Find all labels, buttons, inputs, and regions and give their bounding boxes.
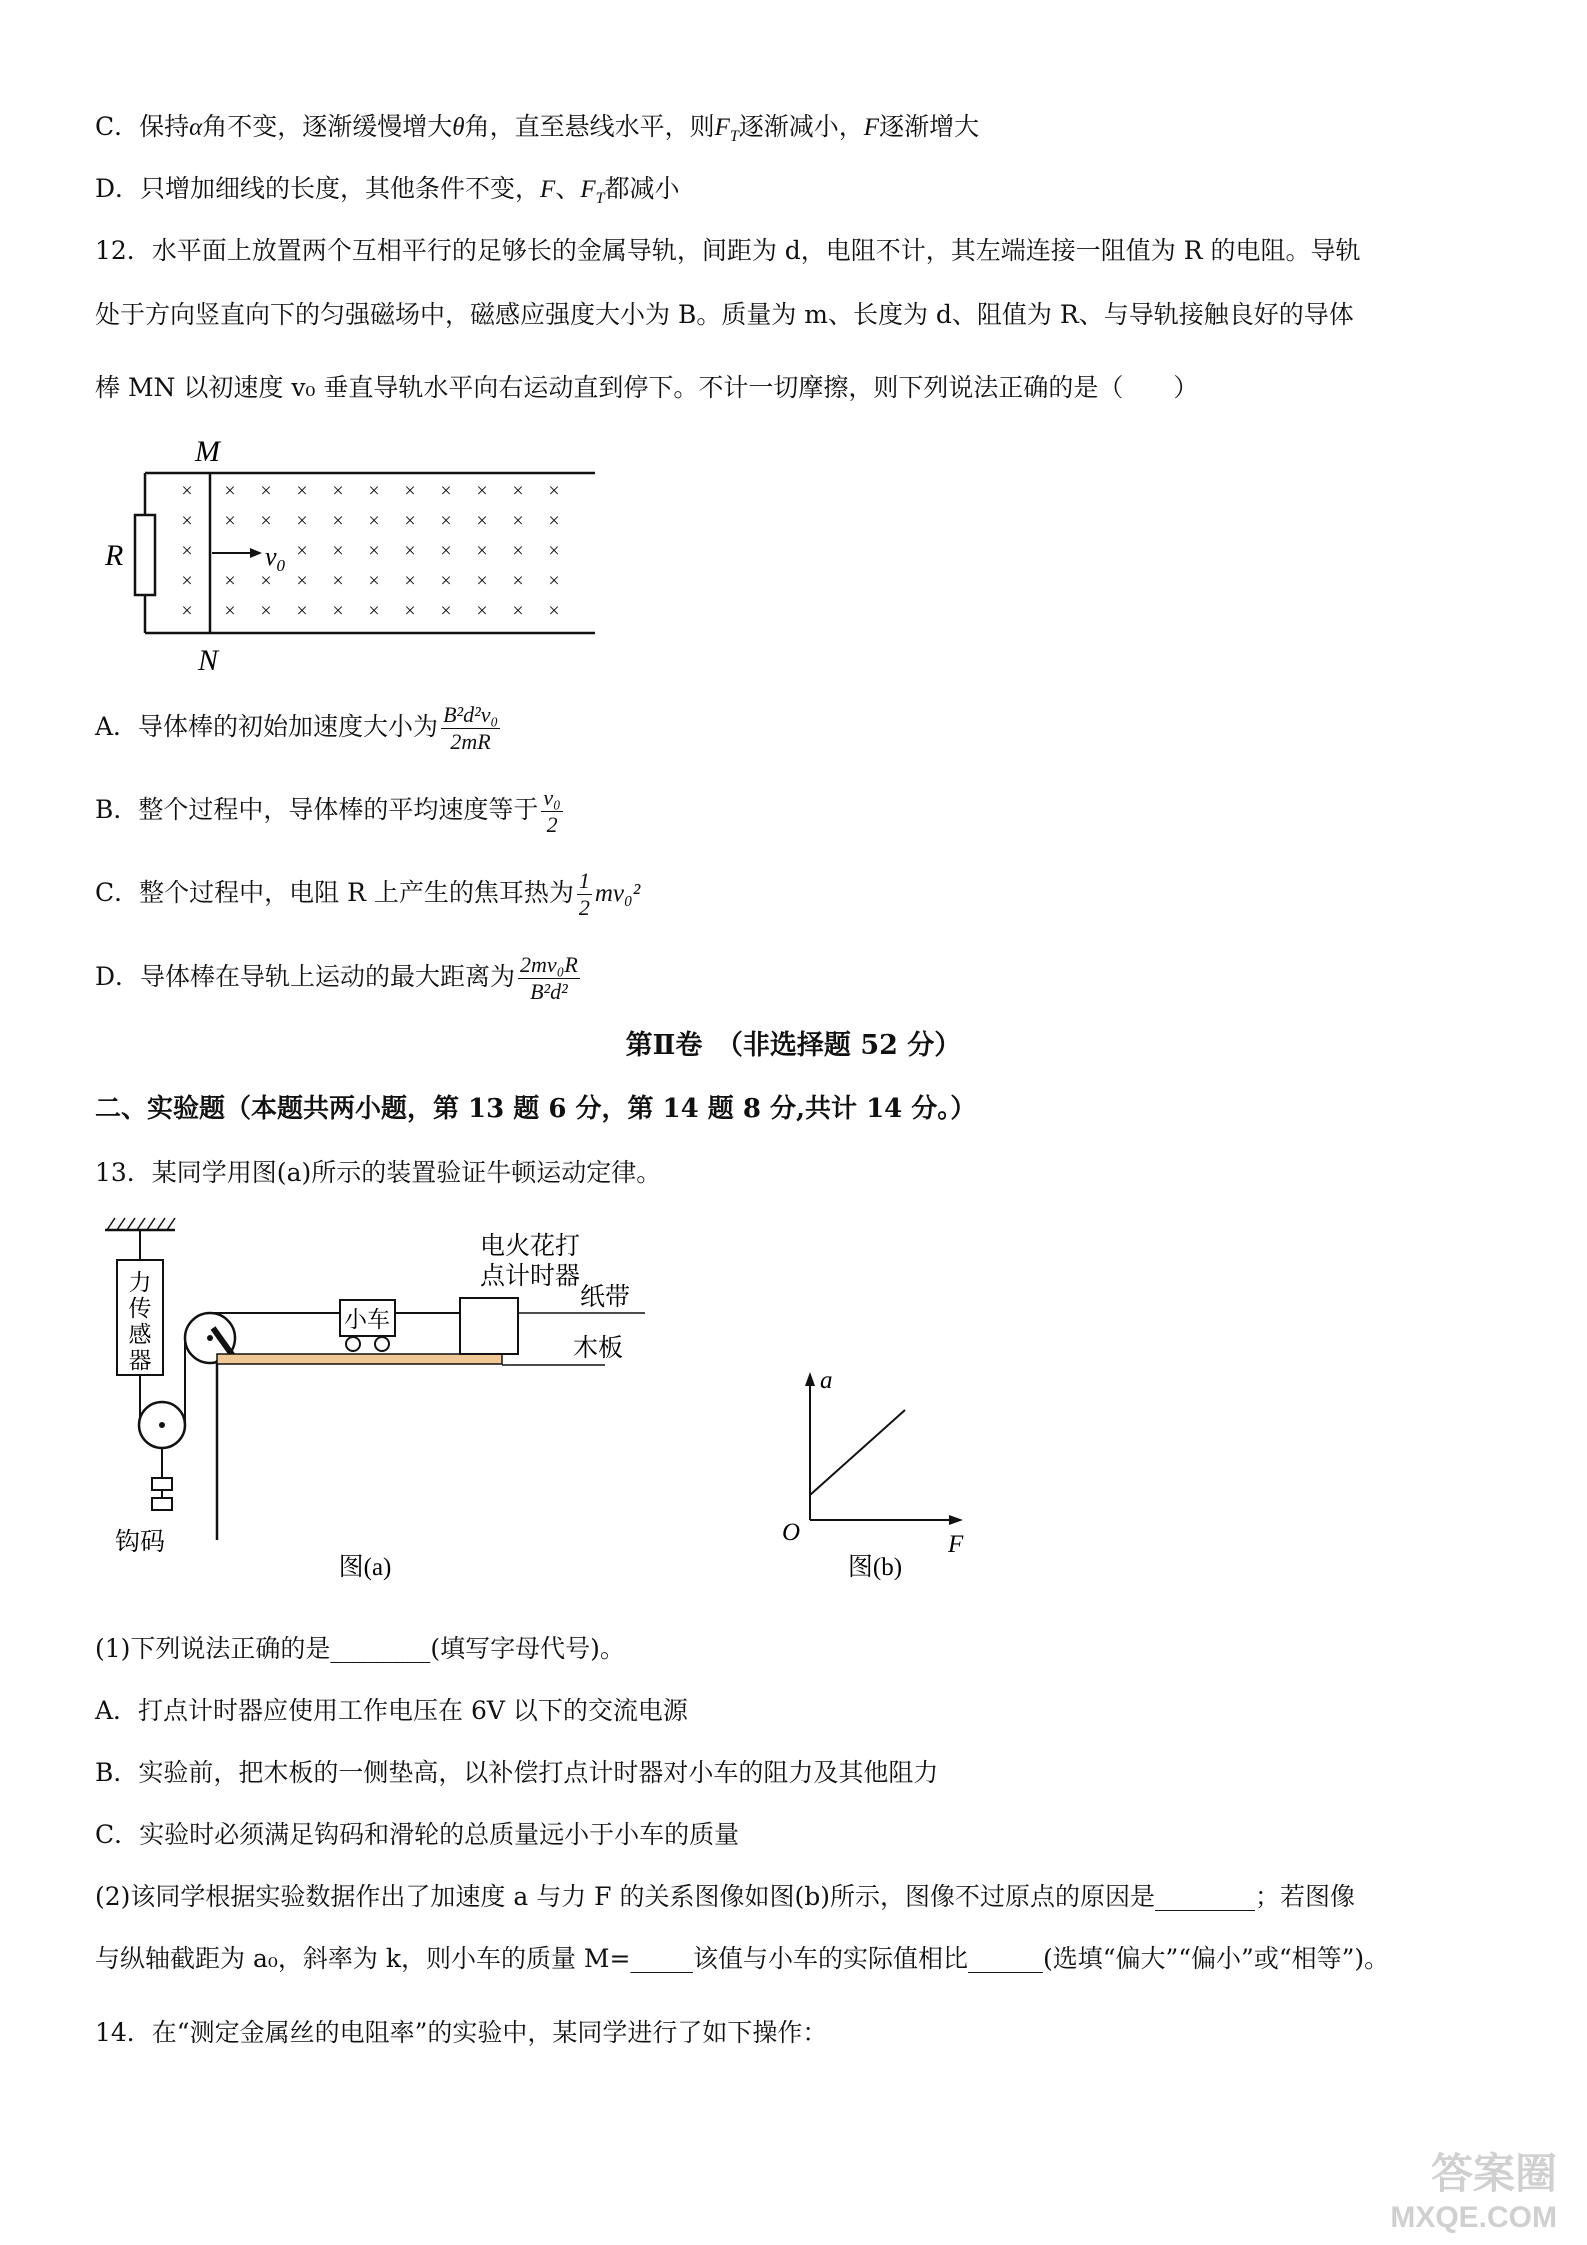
field-cross: × <box>476 510 488 532</box>
field-cross: × <box>512 570 524 592</box>
q13-part1-option-b: B．实验前，把木板的一侧垫高，以补偿打点计时器对小车的阻力及其他阻力 <box>95 1758 939 1787</box>
field-cross: × <box>332 600 344 622</box>
field-cross: × <box>296 480 308 502</box>
q12-stem-line1: 12．水平面上放置两个互相平行的足够长的金属导轨，间距为 d，电阻不计，其左端连接一阻值为 R 的电阻。导轨 <box>95 236 1361 265</box>
label-weights: 钩码 <box>115 1529 166 1556</box>
field-cross: × <box>368 510 380 532</box>
field-cross: × <box>260 510 272 532</box>
field-cross: × <box>181 510 193 532</box>
field-cross: × <box>181 540 193 562</box>
field-cross: × <box>548 540 560 562</box>
figure-b-graph <box>760 1360 1000 1590</box>
field-cross: × <box>260 600 272 622</box>
field-cross: × <box>440 480 452 502</box>
q12-stem-line2: 处于方向竖直向下的匀强磁场中，磁感应强度大小为 B。质量为 m、长度为 d、阻值为 R、与导轨接触良好的导体 <box>95 300 1354 329</box>
field-cross: × <box>224 480 236 502</box>
field-cross: × <box>332 510 344 532</box>
field-cross: × <box>548 570 560 592</box>
field-cross: × <box>368 540 380 562</box>
field-cross: × <box>332 540 344 562</box>
svg-text:器: 器 <box>128 1348 152 1373</box>
field-cross: × <box>404 570 416 592</box>
q13-part1-option-a: A．打点计时器应使用工作电压在 6V 以下的交流电源 <box>95 1696 688 1725</box>
q12-option-d: D．导体棒在导轨上运动的最大距离为 $\frac{\text{2mv₀R}}{\text{B²d²}}$ <box>95 952 578 1004</box>
field-cross: × <box>332 480 344 502</box>
field-cross: × <box>368 600 380 622</box>
field-cross: × <box>332 570 344 592</box>
watermark-logo: 答案圈 <box>1430 2149 1557 2198</box>
q14-stem: 14．在“测定金属丝的电阻率”的实验中，某同学进行了如下操作： <box>95 2018 828 2047</box>
axis-f: F <box>948 1531 964 1558</box>
caption-a: 图(a) <box>338 1554 392 1581</box>
field-cross: × <box>512 480 524 502</box>
field-cross: × <box>476 480 488 502</box>
svg-text:电火花打: 电火花打 <box>480 1233 581 1260</box>
caption-b: 图(b) <box>847 1554 903 1581</box>
weight-2 <box>152 1498 172 1510</box>
q13-part2-line2: 与纵轴截距为 a₀，斜率为 k，则小车的质量 M=_____该值与小车的实际值相比______(选填“偏大”“偏小”或“相等”)。 <box>95 1944 1390 1973</box>
field-cross: × <box>440 600 452 622</box>
field-cross: × <box>224 510 236 532</box>
q12-stem-line3: 棒 MN 以初速度 v₀ 垂直导轨水平向右运动直到停下。不计一切摩擦，则下列说法正确的是（ ） <box>95 373 1199 402</box>
field-cross: × <box>404 600 416 622</box>
svg-text:力: 力 <box>128 1270 152 1295</box>
a-f-line <box>810 1410 905 1495</box>
field-cross: × <box>260 570 272 592</box>
q13-stem: 13．某同学用图(a)所示的装置验证牛顿运动定律。 <box>95 1158 662 1187</box>
field-cross: × <box>260 480 272 502</box>
svg-text:点计时器: 点计时器 <box>480 1263 581 1290</box>
axis-a: a <box>820 1367 833 1394</box>
field-cross: × <box>512 600 524 622</box>
field-cross: × <box>296 510 308 532</box>
field-cross: × <box>296 570 308 592</box>
q12-option-b: B．整个过程中，导体棒的平均速度等于 $\frac{\text{v₀}}{2}$ <box>95 785 561 837</box>
field-cross: × <box>404 510 416 532</box>
field-cross: × <box>548 600 560 622</box>
svg-text:感: 感 <box>128 1322 152 1347</box>
resistor-symbol <box>135 515 155 595</box>
field-cross: × <box>296 600 308 622</box>
field-cross: × <box>440 510 452 532</box>
spark-timer <box>460 1298 518 1354</box>
field-cross: × <box>368 480 380 502</box>
field-cross: × <box>512 510 524 532</box>
field-cross: × <box>368 570 380 592</box>
field-cross: × <box>548 510 560 532</box>
q13-part2-line1: (2)该同学根据实验数据作出了加速度 a 与力 F 的关系图像如图(b)所示，图像不过原点的原因是________；若图像 <box>95 1882 1355 1911</box>
origin: O <box>782 1519 801 1546</box>
field-cross: × <box>476 570 488 592</box>
field-cross: × <box>440 570 452 592</box>
field-cross: × <box>404 480 416 502</box>
svg-text:传: 传 <box>128 1296 152 1321</box>
field-cross: × <box>404 540 416 562</box>
field-cross: × <box>181 570 193 592</box>
field-cross: × <box>181 480 193 502</box>
q11-option-c: C．保持α角不变，逐渐缓慢增大θ角，直至悬线水平，则$F_T$逐渐减小，F逐渐增大 <box>95 112 980 145</box>
q12-option-c: C．整个过程中，电阻 R 上产生的焦耳热为 $\frac{1}{2}$ mv₀² <box>95 868 641 920</box>
field-cross: × <box>224 570 236 592</box>
q13-part1: (1)下列说法正确的是________(填写字母代号)。 <box>95 1634 625 1663</box>
figure-a-apparatus <box>95 1210 675 1600</box>
field-cross: × <box>181 600 193 622</box>
label-r: R <box>105 539 124 572</box>
field-cross: × <box>548 480 560 502</box>
field-cross: × <box>224 600 236 622</box>
volume-title: 第Ⅱ卷 （非选择题 52 分） <box>625 1030 962 1061</box>
weight-1 <box>152 1478 172 1490</box>
q12-option-a: A．导体棒的初始加速度大小为 $\frac{\text{B²d²v₀}}{2mR}$ <box>95 702 499 754</box>
field-cross: × <box>512 540 524 562</box>
field-cross: × <box>476 540 488 562</box>
field-cross: × <box>296 540 308 562</box>
magnetic-field-crosses <box>181 480 559 622</box>
wooden-board <box>217 1354 502 1364</box>
q13-part1-option-c: C．实验时必须满足钩码和滑轮的总质量远小于小车的质量 <box>95 1820 740 1849</box>
label-board: 木板 <box>573 1335 624 1362</box>
watermark <box>1390 2141 1557 2235</box>
watermark-url: MXQE.COM <box>1390 2201 1557 2234</box>
label-n: N <box>198 644 219 677</box>
field-cross: × <box>476 600 488 622</box>
field-cross: × <box>440 540 452 562</box>
label-v0: $v_0$ <box>265 542 286 575</box>
label-tape: 纸带 <box>580 1284 631 1311</box>
q12-rail-diagram <box>90 425 610 685</box>
label-m: M <box>195 435 220 468</box>
section-heading: 二、实验题（本题共两小题，第 13 题 6 分，第 14 题 8 分,共计 14 分。） <box>95 1094 977 1124</box>
q11-option-d: D．只增加细线的长度，其他条件不变，F、$F_T$都减小 <box>95 174 680 207</box>
svg-text:小车: 小车 <box>344 1307 390 1332</box>
